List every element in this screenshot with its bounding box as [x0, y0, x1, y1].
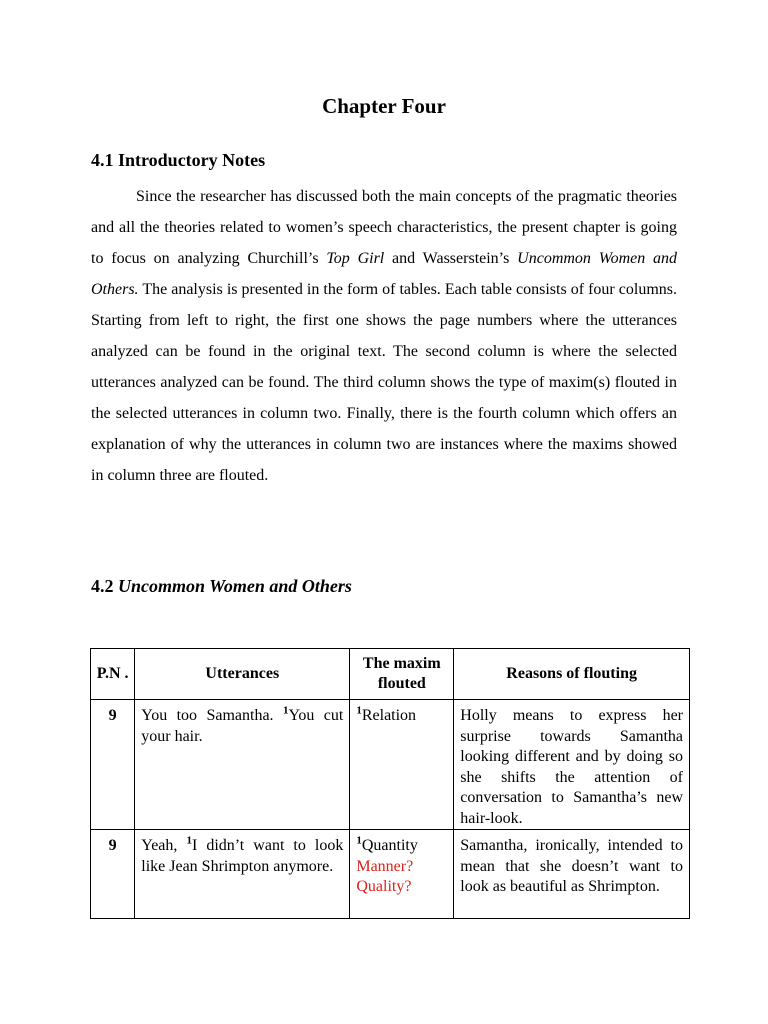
- intro-text-part2: and Wasserstein’s: [384, 250, 518, 267]
- utterance-marker: 1: [186, 834, 192, 847]
- header-maxim-flouted: The maxim flouted: [350, 649, 454, 700]
- utterance-marker: 1: [282, 704, 289, 717]
- utterance-text-b: I didn’t want to look like Jean Shrimpton anymore.: [141, 837, 344, 875]
- utterance-text-a: You too Samantha.: [141, 707, 283, 724]
- utterance-text-a: Yeah,: [141, 837, 187, 854]
- section-heading-introductory-notes: 4.1 Introductory Notes: [91, 150, 266, 170]
- section-title-italic: Uncommon Women and Others: [118, 576, 352, 596]
- maxim-marker: 1: [356, 704, 362, 717]
- reason-cell: Holly means to express her surprise towards Samantha looking different and by doing so she shifts the attention of conversation to Samantha’s new hair-look.: [454, 700, 690, 830]
- section-heading-uncommon-women: [91, 576, 352, 597]
- maxim-marker: 1: [356, 834, 362, 847]
- maxim-annotation-manner: Manner?: [356, 857, 414, 875]
- table-row: [91, 700, 690, 830]
- intro-paragraph: [91, 181, 677, 491]
- intro-text-part1: Since the researcher has discussed both the main concepts of the pragmatic theories and all the theories related to women’s speech characteristics, the present chapter is going to focus on analyzing Churchill’s: [91, 188, 677, 267]
- play-title-top-girl: Top Girl: [326, 250, 385, 267]
- play-title-uncommon-women: Uncommon Women and Others.: [91, 250, 678, 298]
- maxim-text: Quantity: [361, 837, 418, 854]
- reason-cell: Samantha, ironically, intended to mean that she doesn’t want to look as beautiful as Shrimpton.: [454, 830, 690, 919]
- utterance-cell: [135, 830, 350, 919]
- utterance-cell: [135, 700, 350, 830]
- maxim-cell: [350, 700, 454, 830]
- table-header-row: [91, 649, 690, 700]
- flouting-table: [90, 648, 690, 919]
- chapter-title: Chapter Four: [322, 94, 446, 118]
- page-number-cell: 9: [91, 830, 135, 919]
- section-number: 4.2: [91, 576, 118, 596]
- header-reasons: Reasons of flouting: [454, 649, 690, 700]
- maxim-text: Relation: [361, 707, 417, 724]
- maxim-cell: [350, 830, 454, 919]
- utterance-text-b: You cut your hair.: [141, 707, 344, 745]
- header-utterances: Utterances: [135, 649, 350, 700]
- maxim-annotation-quality: Quality?: [356, 878, 412, 895]
- intro-text-part3: The analysis is presented in the form of tables. Each table consists of four columns. Starting from left to right, the first one shows the page numbers where the utterances analyzed can be found in the original text. The second column is where the selected utterances analyzed can be found. The third column shows the type of maxim(s) flouted in the selected utterances in column two. Finally, there is the fourth column which offers an explanation of why the utterances in column two are instances where the maxims showed in column three are flouted.: [91, 281, 677, 484]
- table-row: [91, 830, 690, 919]
- page-number-cell: 9: [91, 700, 135, 830]
- header-page-number: P.N .: [91, 649, 135, 700]
